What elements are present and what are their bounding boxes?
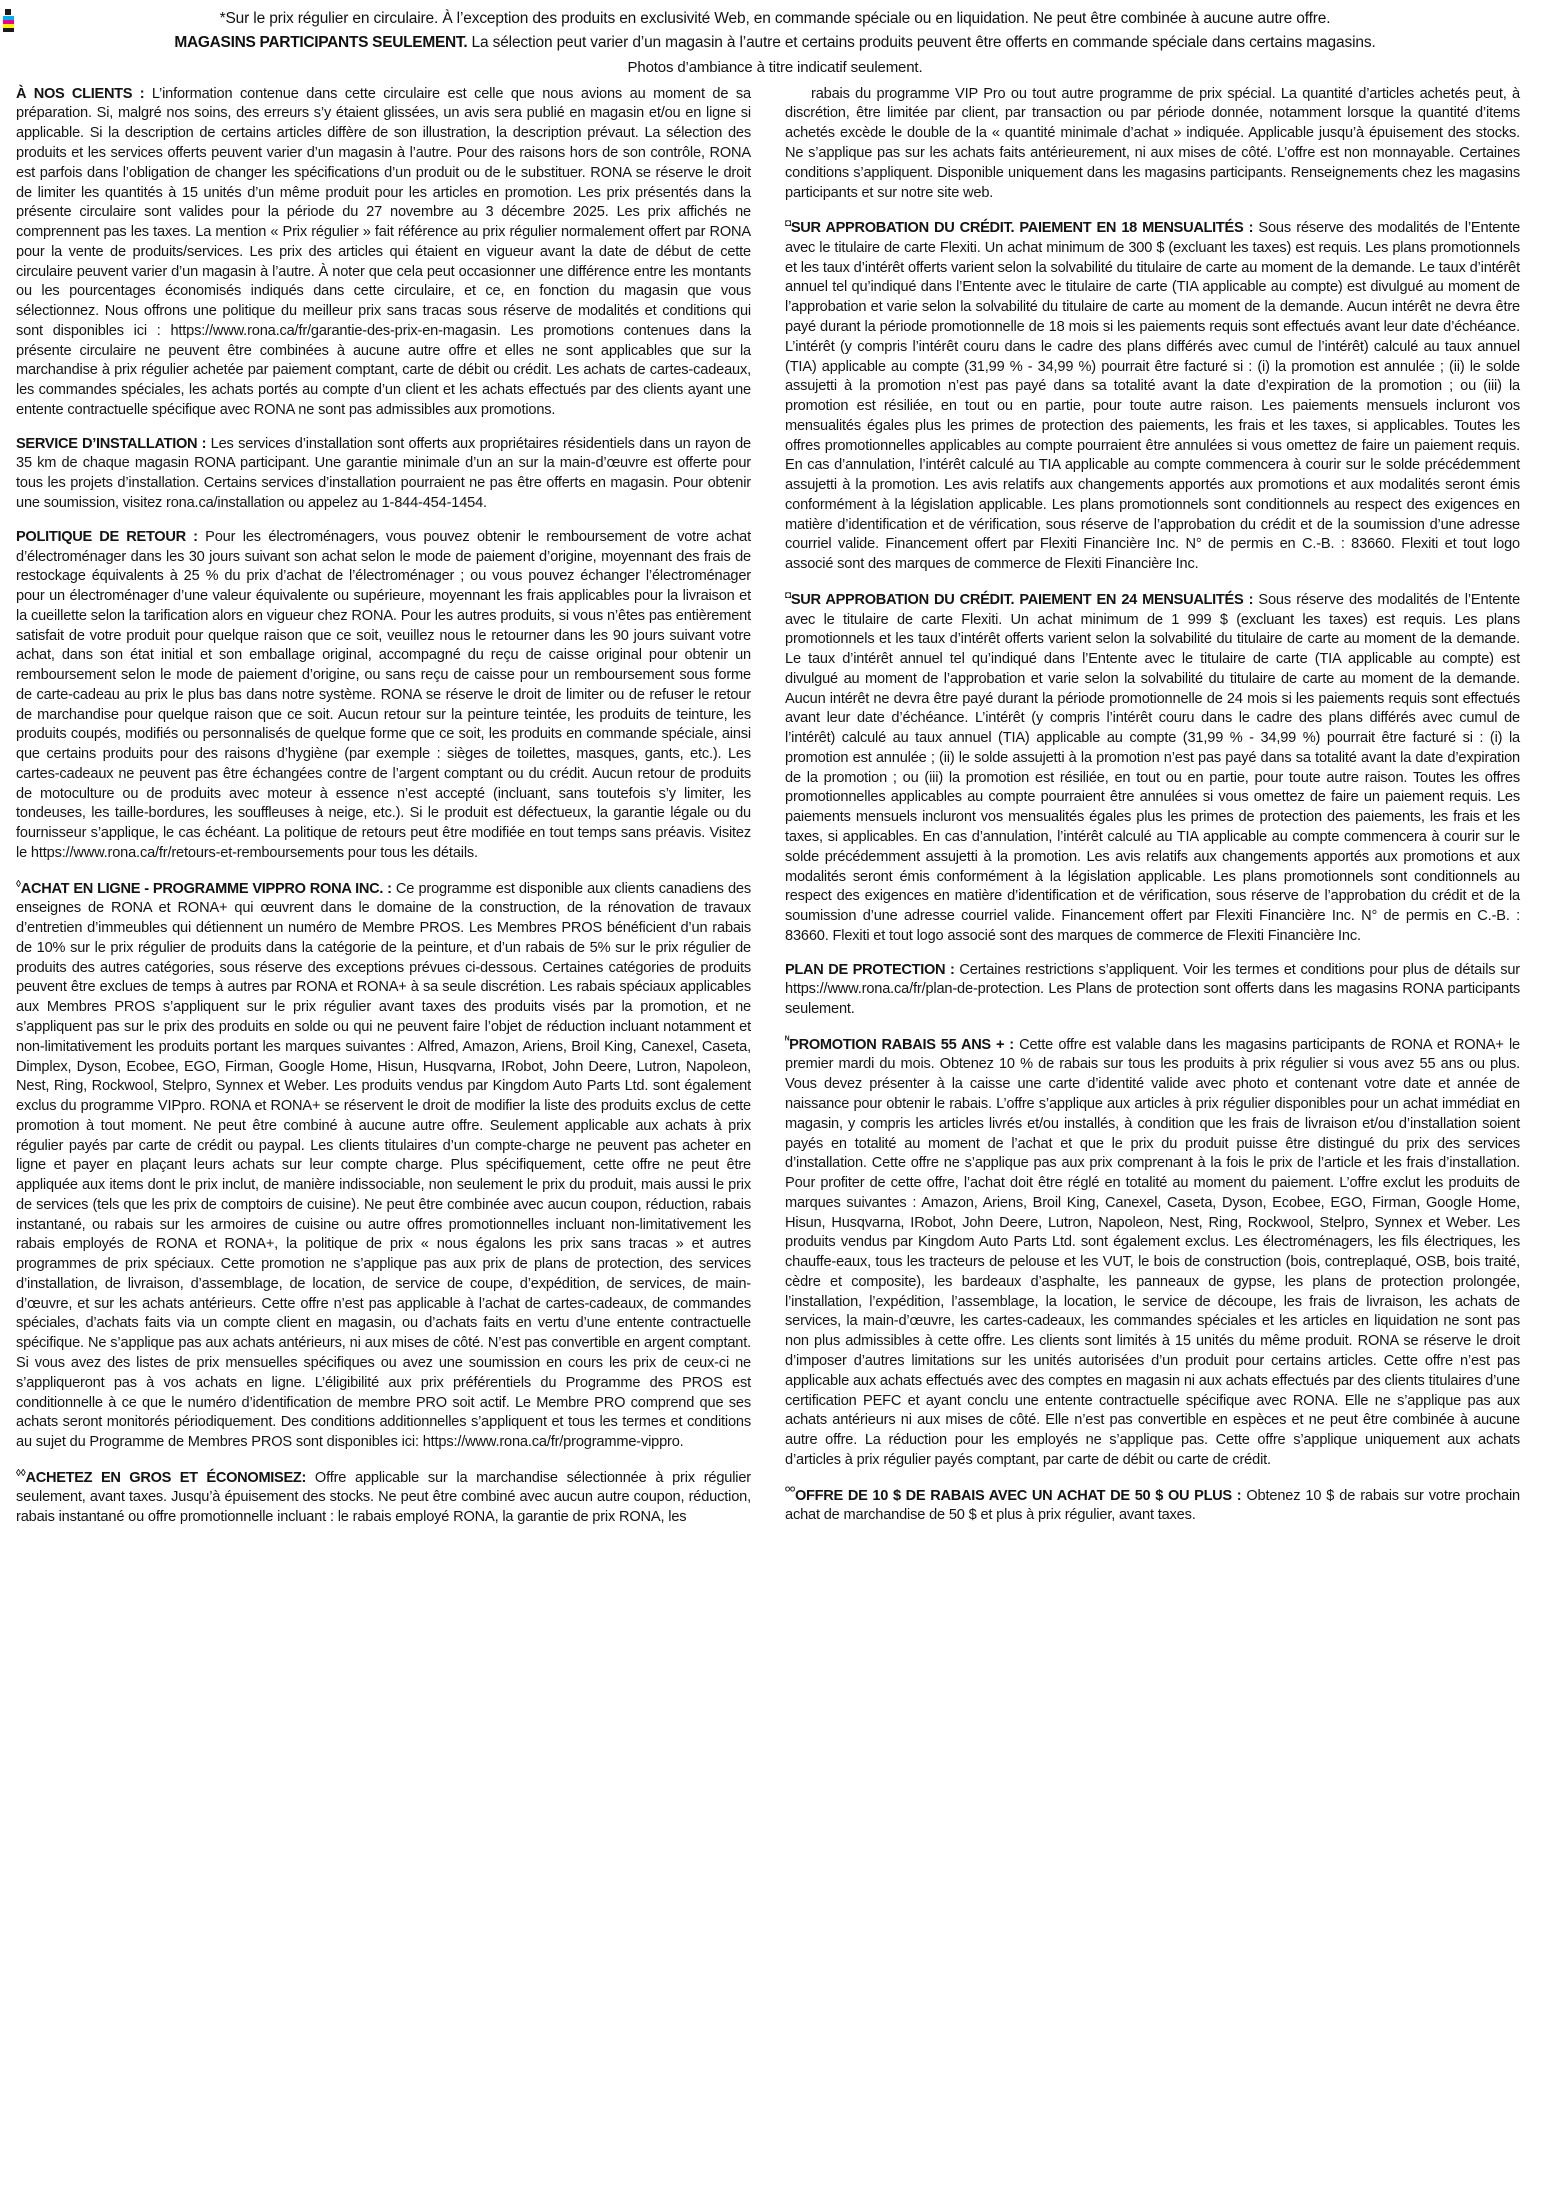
section-heading-installation: SERVICE D’INSTALLATION : [16, 435, 207, 452]
footnote-marker-vippro: ◊ [16, 878, 21, 890]
section-credit-18-mensualites [785, 217, 1520, 575]
section-service-installation [16, 435, 751, 514]
color-registration-marks-icon [3, 16, 14, 32]
section-achetez-en-gros-continued: rabais du programme VIP Pro ou tout autre programme de prix spécial. La quantité d’articles achetés peut, à discrétion, être limitée par client, par transaction ou par période donnée, notamment lorsque la quantité d’items achetés excède le double de la « quantité minimale d’achat » indiquée. Applicable jusqu’à épuisement des stocks. Ne s’applique pas sur les achats faits antérieurement, ni aux mises de côté. L’offre est non monnayable. Certaines conditions s’appliquent. Disponible uniquement dans les magasins participants. Renseignements chez les magasins participants et sur notre site web. [785, 85, 1520, 201]
section-body-offre10: Obtenez 10 $ de rabais sur votre prochain achat de marchandise de 50 $ et plus à prix régulier, avant taxes. [785, 1487, 1520, 1524]
section-a-nos-clients [16, 85, 751, 421]
section-achetez-en-gros [16, 1467, 751, 1528]
section-heading-gros: ACHETEZ EN GROS ET ÉCONOMISEZ: [25, 1469, 307, 1486]
participating-stores-label: MAGASINS PARTICIPANTS SEULEMENT. [174, 34, 468, 52]
section-body-credit24: Sous réserve des modalités de l’Entente avec le titulaire de carte Flexiti. Un achat minimum de 1 999 $ (excluant les taxes) est requis. Les plans promotionnels et les taux d’intérêt offerts varient selon la solvabilité du titulaire de carte au moment de la demande. Le taux d’intérêt annuel tel qu’indiqué dans l’Entente avec le titulaire de carte (TIA applicable au compte) est divulgué au moment de l’approbation et varie selon la solvabilité du titulaire de carte au moment de la demande. Aucun intérêt ne devra être payé durant la période promotionnelle de 24 mois si les paiements requis sont effectués avant leur date d’échéance. L’intérêt (y compris l’intérêt couru dans le cadre des plans différés avec cumul de l’intérêt) calculé au taux annuel (TIA) applicable au compte (31,99 % - 34,99 %) pourrait être facturé si : (i) la promotion est annulée ; (ii) le solde assujetti à la promotion n’est pas payé dans sa totalité avant la date d’expiration de la promotion ; ou (iii) la promotion est résiliée, en tout ou en partie, pour toute autre raison. Toutes les offres promotionnelles applicables au compte pourraient être annulées si vous omettez de faire un paiement requis. Les paiements mensuels incluront vos mensualités égales plus les primes de protection des paiements, les frais et les taxes, si applicables. En cas d’annulation, l’intérêt calculé au TIA applicable au compte commencera à courir sur le solde précédemment assujetti à la promotion. Les avis relatifs aux changements apportés aux promotions et aux modalités seront émis conformément à la législation applicable. Les plans promotionnels sont conditionnels au respect des exigences en matière d’identification et de vérification, sous réserve de l’approbation du crédit et de la soumission d’une adresse courriel valide. Financement offert par Flexiti Financière Inc. N° de permis en C.-B. : 83660. Flexiti et tout logo associé sont des marques de commerce de Flexiti Financière Inc. [785, 591, 1521, 944]
registration-dot-icon [5, 9, 11, 15]
section-body-gros: Offre applicable sur la marchandise sélectionnée à prix régulier seulement, avant taxes. Jusqu’à épuisement des stocks. Ne peut être combiné avec aucun autre coupon, réduction, rabais instantané ou offre promotionnelle incluant : le rabais employé RONA, la garantie de prix RONA, les [16, 1469, 752, 1526]
section-heading-rabais55: PROMOTION RABAIS 55 ANS + : [789, 1036, 1014, 1053]
footnote-marker-credit18: ◘ [785, 218, 791, 230]
section-rabais-55-ans [785, 1034, 1520, 1471]
section-heading-offre10: OFFRE DE 10 $ DE RABAIS AVEC UN ACHAT DE 50 $ OU PLUS : [794, 1487, 1242, 1504]
banner-line-2 [16, 32, 1534, 54]
section-politique-de-retour [16, 528, 751, 864]
section-body-vippro: Ce programme est disponible aux clients canadiens des enseignes de RONA et RONA+ qui œuvrent dans le domaine de la construction, de la rénovation de travaux d’entretien d’immeubles qui détiennent un numéro de Membre PROS. Les Membres PROS bénéficient d’un rabais de 10% sur le prix régulier de produits dans la catégorie de la peinture, et d’un rabais de 5% sur le prix régulier de produits des autres catégories, sous réserve des exceptions prévues ci-dessous. Certaines catégories de produits peuvent être exclues de temps à autres par RONA et RONA+ à sa seule discrétion. Les rabais spéciaux applicables aux Membres PROS s’appliquent sur le prix régulier avant taxes des produits visés par la promotion, et ne s’appliquent pas sur le prix des produits en solde ou qui ne peuvent faire l’objet de réduction incluant notamment et non-limitativement les produits portant les marques suivantes : Alfred, Amazon, Ariens, Broil King, Canexel, Caseta, Dimplex, Dyson, Ecobee, EGO, Firman, Google Home, Hisun, Husqvarna, IRobot, John Deere, Lutron, Napoleon, Nest, Ring, Rockwool, Stelpro, Synnex et Weber. Les produits vendus par Kingdom Auto Parts Ltd. sont également exclus du programme VIPpro. RONA et RONA+ se réservent le droit de modifier la liste des produits exclus de cette promotion à tout moment. Ne peut être combiné à aucune autre offre. Seulement applicable aux achats à prix régulier payés par carte de crédit ou paypal. Les clients titulaires d’un compte-charge ne peuvent pas acheter en ligne et payer en plaçant leurs achats sur leur compte charge. Plus spécifiquement, cette offre ne peut être appliquée aux items dont le prix inclut, de manière indissociable, non seulement le prix du produit, mais aussi le prix de services (tels que les prix de comptoirs de cuisine). Ne peut être combinée avec aucun coupon, réduction, rabais instantané, ou rabais sur les armoires de cuisine ou autre offres promotionnelles incluant non-limitativement les rabais employés de RONA et RONA+, la politique de prix « nous égalons les prix sans tracas » et autres programmes de prix spéciaux. Cette promotion ne s’applique pas aux prix de plans de protection, des services d’installation, de livraison, d’assemblage, de location, de service de coupe, d’expédition, de services, de main-d’œuvre, et sur les achats antérieurs. Cette offre n’est pas applicable à l’achat de cartes-cadeaux, de commandes spéciales, d’achats faits via un compte client en magasin, ou d’achats faits en vertu d’une entente contractuelle spécifique. Ne s’applique pas aux achats antérieurs, ni aux mises de côté. N’est pas convertible en argent comptant. Si vous avez des listes de prix mensuelles spécifiques ou avez une soumission en cours les prix de ceux-ci ne s’appliqueront pas à vos achats en ligne. L’éligibilité aux prix préférentiels du Programme des PROS est conditionnelle à ce que le numéro d’identification de membre PRO soit actif. Le Membre PRO comprend que ses achats seront monitorés périodiquement. Des conditions additionnelles s’appliquent et tous les termes et conditions au sujet du Programme de Membres PROS sont disponibles ici: https://www.rona.ca/fr/programme-vippro. [16, 880, 751, 1451]
section-heading-clients: À NOS CLIENTS : [16, 85, 145, 102]
footnote-marker-offre10: ᴼᴼ [785, 1485, 795, 1497]
section-heading-credit24: SUR APPROBATION DU CRÉDIT. PAIEMENT EN 24 MENSUALITÉS : [790, 591, 1254, 608]
section-body-protection: Certaines restrictions s’appliquent. Voir les termes et conditions pour plus de détails sur https://www.rona.ca/fr/plan-de-protection. Les Plans de protection sont offerts dans les magasins RONA participants seulement. [785, 961, 1520, 1018]
section-heading-credit18: SUR APPROBATION DU CRÉDIT. PAIEMENT EN 18 MENSUALITÉS : [790, 220, 1254, 237]
section-body-installation: Les services d’installation sont offerts aux propriétaires résidentiels dans un rayon de 35 km de chaque magasin RONA participant. Une garantie minimale d’un an sur la main-d’œuvre est offerte pour tous les projets d’installation. Certains services d’installation pourraient ne pas être offerts en magasin. Pour obtenir une soumission, visitez rona.ca/installation ou appelez au 1-844-454-1454. [16, 435, 752, 511]
section-credit-24-mensualites [785, 589, 1520, 947]
section-offre-10-rabais [785, 1485, 1520, 1526]
section-body-rabais55: Cette offre est valable dans les magasins participants de RONA et RONA+ le premier mardi du mois. Obtenez 10 % de rabais sur tous les produits à prix régulier si vous avez 55 ans ou plus. Vous devez présenter à la caisse une carte d’identité valide avec photo et contenant votre date et année de naissance pour obtenir le rabais. L’offre s’applique aux articles à prix régulier disponibles pour un achat immédiat en magasin, y compris les articles livrés et/ou installés, à condition que les frais de livraison et/ou d’installation soient payés en totalité au moment de l’achat et que le prix du produit puisse être distingué du prix des services d’installation. Cette offre ne s’applique pas aux prix comprenant à la fois le prix de l’article et les frais d’installation. Pour profiter de cette offre, l’achat doit être réglé en totalité au moment du paiement. L’offre exclut les produits de marques suivantes : Amazon, Ariens, Broil King, Canexel, Caseta, Dyson, Ecobee, EGO, Firman, Google Home, Hisun, Husqvarna, IRobot, John Deere, Lutron, Napoleon, Nest, Ring, Rockwool, Stelpro, Synnex et Weber. Les produits vendus par Kingdom Auto Parts Ltd. sont également exclus. Les électroménagers, les fils électriques, les chauffe-eaux, tous les tracteurs de pelouse et les VUT, le bois de construction (bois, contreplaqué, OSB, bois traité, cèdre et composite), les bardeaux d’asphalte, les panneaux de gypse, les plans de protection prolongée, l’installation, l’expédition, l’assemblage, la location, le service de découpe, les frais de livraison, les achats de services, la main-d’œuvre, les cartes-cadeaux, les commandes spéciales et les articles en liquidation ne sont pas non plus admissibles à cette offre. Les clients sont limités à 15 unités du même produit. RONA se réserve le droit d’imposer d’autres limitations sur les unités autorisées d’un produit pour certains articles. Cette offre n’est pas applicable aux achats effectués avec des comptes en magasin ni aux achats effectués par des clients titulaires d’une certification PEFC et ayant conclu une entente contractuelle spécifique avec RONA. Elle ne s’applique pas aux achats antérieurs ni aux mises de côté. Elle n’est pas convertible en espèces et ne peut être combinée à aucune autre offre. La réduction pour les employés ne s’applique pas. Cette offre s’applique uniquement aux achats d’articles à prix régulier payés comptant, par carte de débit ou carte de crédit. [785, 1036, 1520, 1468]
section-plan-de-protection [785, 961, 1520, 1020]
section-heading-vippro: ACHAT EN LIGNE - PROGRAMME VIPPRO RONA INC. : [20, 880, 392, 897]
section-body-retour: Pour les électroménagers, vous pouvez obtenir le remboursement de votre achat d’électroménager dans les 30 jours suivant son achat selon le mode de paiement d’origine, moyennant des frais de restockage équivalents à 25 % du prix d’achat de l’électroménager ; ou vous pouvez échanger l’électroménager pour un électroménager d’une valeur équivalente ou supérieure, moyennant les frais applicables pour la livraison et la cueillette selon la tarification alors en vigueur chez RONA. Pour les autres produits, si vous n’êtes pas entièrement satisfait de votre produit pour quelque raison que ce soit, veuillez nous le retourner dans les 90 jours suivant votre achat, dans son état initial et son emballage original, accompagné du reçu de caisse original pour obtenir un remboursement selon le mode de paiement d’origine, ou sans reçu de caisse pour un remboursement sous forme de carte-cadeau au prix le plus bas dans notre système. RONA se réserve le droit de limiter ou de refuser le retour de marchandise pour quelque raison que ce soit. Aucun retour sur la peinture teintée, les produits de teinture, les produits coupés, modifiés ou personnalisés de quelque forme que ce soit, les produits en commande spéciale, ainsi que certains produits pour des raisons d’hygiène (par exemple : sièges de toilettes, masques, gants, etc.). Les cartes-cadeaux ne peuvent pas être échangées contre de l’argent comptant ou du crédit. Aucun retour de produits de motoculture ou de produits avec moteur à essence n’est accepté (incluant, sans toutefois s’y limiter, les tondeuses, les taille-bordures, les souffleuses à neige, etc.). Si le produit est défectueux, la garantie légale ou du fournisseur s’applique, le cas échéant. La politique de retours peut être modifiée en tout temps sans préavis. Visitez le https://www.rona.ca/fr/retours-et-remboursements pour tous les détails. [16, 528, 751, 862]
section-heading-retour: POLITIQUE DE RETOUR : [16, 528, 198, 545]
terms-columns [16, 85, 1534, 1528]
section-heading-protection: PLAN DE PROTECTION : [785, 961, 955, 978]
section-body-clients: L’information contenue dans cette circulaire est celle que nous avions au moment de sa préparation. Si, malgré nos soins, des erreurs s’y étaient glissées, un avis sera publié en magasin et/ou en ligne si applicable. Si la description de certains articles diffère de son illustration, la description prévaut. La sélection des produits et les services offerts peuvent varier d’un magasin à l’autre. Pour des raisons hors de son contrôle, RONA est parfois dans l’obligation de changer les spécifications d’un produit ou de le substituer. RONA se réserve le droit de limiter les quantités à 15 unités d’un même produit pour les articles en promotion. Les prix présentés dans la présente circulaire sont valides pour la période du 27 novembre au 3 décembre 2025. Les prix affichés ne comprennent pas les taxes. La mention « Prix régulier » fait référence au prix régulier normalement offert par RONA pour la vente de produits/services. Les prix des articles qui étaient en vigueur avant la date de début de cette circulaire peuvent varier d’un magasin à l’autre. À noter que cela peut occasionner une différence entre les montants ou les pourcentages économisés indiqués dans cette circulaire, et ce, en fonction du magasin que vous sélectionnez. Nous offrons une politique du meilleur prix sans tracas sous réserve de modalités et conditions qui sont disponibles ici : https://www.rona.ca/fr/garantie-des-prix-en-magasin. Les promotions contenues dans la présente circulaire ne peuvent être combinées à aucune autre offre et elles ne sont applicables que sur la marchandise à prix régulier achetée par paiement comptant, carte de débit ou crédit. Les achats de cartes-cadeaux, les commandes spéciales, les achats portés au compte d’un client et les achats effectués par des clients ayant une entente contractuelle spécifique avec RONA ne sont pas admissibles aux promotions. [16, 85, 751, 418]
footnote-marker-rabais55: ᴺ [785, 1034, 790, 1046]
disclaimer-banner [16, 8, 1534, 79]
banner-line-3: Photos d’ambiance à titre indicatif seulement. [627, 58, 923, 76]
footnote-marker-gros: ◊◊ [16, 1467, 26, 1479]
right-column [785, 85, 1520, 1526]
section-body-credit18: Sous réserve des modalités de l’Entente avec le titulaire de carte Flexiti. Un achat minimum de 300 $ (excluant les taxes) est requis. Les plans promotionnels et les taux d’intérêt offerts varient selon la solvabilité du titulaire de carte au moment de la demande. Le taux d’intérêt annuel tel qu’indiqué dans l’Entente avec le titulaire de carte (TIA applicable au compte) est divulgué au moment de l’approbation et varie selon la solvabilité du titulaire de carte au moment de la demande. Aucun intérêt ne devra être payé durant la période promotionnelle de 18 mois si les paiements requis sont effectués avant leur date d’échéance. L’intérêt (y compris l’intérêt couru dans le cadre des plans différés avec cumul de l’intérêt) calculé au taux annuel (TIA) applicable au compte (31,99 % - 34,99 %) pourrait être facturé si : (i) la promotion est annulée ; (ii) le solde assujetti à la promotion n’est pas payé dans sa totalité avant la date d’expiration de la promotion ; ou (iii) la promotion est résiliée, en tout ou en partie, pour toute autre raison. Les paiements mensuels incluront vos mensualités égales plus les primes de protection des paiements, les frais et les taxes, si applicables. Toutes les offres promotionnelles applicables au compte pourraient être annulées si vous omettez de faire un paiement requis. En cas d’annulation, l’intérêt calculé au TIA applicable au compte commencera à courir sur le solde précédemment assujetti à la promotion. Les avis relatifs aux changements apportés aux promotions et aux modalités seront émis conformément à la législation applicable. Les plans promotionnels sont conditionnels au respect des exigences en matière d’identification et de vérification, sous réserve de l’approbation du crédit et de la soumission d’une adresse courriel valide. Financement offert par Flexiti Financière Inc. N° de permis en C.-B. : 83660. Flexiti et tout logo associé sont des marques de commerce de Flexiti Financière Inc. [785, 220, 1521, 573]
banner-line-1: *Sur le prix régulier en circulaire. À l’exception des produits en exclusivité Web, en commande spéciale ou en liquidation. Ne peut être combinée à aucune autre offre. [219, 10, 1331, 27]
participating-stores-text: La sélection peut varier d’un magasin à l’autre et certains produits peuvent être offerts en commande spéciale dans certains magasins. [467, 34, 1376, 52]
left-column [16, 85, 751, 1528]
footnote-marker-credit24: ◘ [785, 589, 791, 601]
section-vippro [16, 878, 751, 1453]
